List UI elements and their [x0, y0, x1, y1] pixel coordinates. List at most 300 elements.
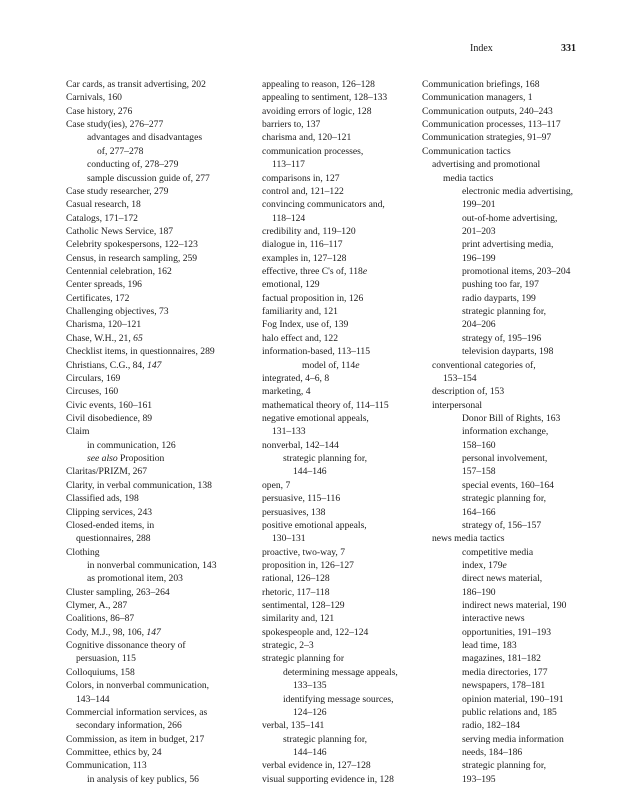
- index-entry: [422, 345, 573, 358]
- index-entry: [66, 519, 217, 532]
- index-entry-text: spokespeople and, 122–124: [262, 626, 369, 638]
- index-entry-text: strategic planning for,: [462, 493, 547, 505]
- index-entry-text: Civic events, 160–161: [66, 399, 153, 411]
- index-entry-text: Proposition: [117, 453, 165, 465]
- index-entry-text: comparisons in, 127: [262, 172, 340, 184]
- index-entry-text: competitive media: [462, 546, 534, 558]
- index-entry: [66, 158, 217, 171]
- index-entry-text: strategic planning for,: [462, 760, 547, 772]
- index-entry: [422, 519, 573, 532]
- index-entry-text: information-based, 113–115: [262, 346, 370, 358]
- index-entry: [66, 292, 217, 305]
- index-entry-text: 133–135: [293, 680, 327, 692]
- index-entry-text: Communication, 113: [66, 760, 147, 772]
- index-entry-text: interpersonal: [432, 399, 483, 411]
- index-entry-text: interactive news: [462, 613, 525, 625]
- index-entry: [262, 318, 398, 331]
- index-entry: [66, 546, 217, 559]
- index-entry-text: Catholic News Service, 187: [66, 225, 174, 237]
- index-entry: [262, 412, 398, 425]
- index-entry: [262, 572, 398, 585]
- index-entry: [66, 318, 217, 331]
- index-entry: [422, 131, 573, 144]
- index-entry: [66, 332, 217, 345]
- index-entry-text: verbal evidence in, 127–128: [262, 760, 371, 772]
- index-entry-text: persuasion, 115: [76, 653, 136, 665]
- index-entry: [422, 91, 573, 104]
- index-entry: [262, 131, 398, 144]
- index-entry: [262, 532, 398, 545]
- index-entry-text: Case history, 276: [66, 105, 133, 117]
- index-entry-text: Claim: [66, 426, 90, 438]
- index-entry-text: proactive, two-way, 7: [262, 546, 346, 558]
- index-entry: [422, 679, 573, 692]
- index-entry: [422, 439, 573, 452]
- index-entry-text: advertising and promotional: [432, 159, 541, 171]
- index-entry-text: news media tactics: [432, 533, 505, 545]
- index-entry: [262, 238, 398, 251]
- index-entry: [262, 586, 398, 599]
- index-entry: [66, 385, 217, 398]
- index-entry-text: Clothing: [66, 546, 100, 558]
- index-entry-text: Coalitions, 86–87: [66, 613, 135, 625]
- index-entry: [422, 532, 573, 545]
- index-entry-italic: e: [502, 559, 507, 571]
- index-entry: [262, 652, 398, 665]
- index-entry-text: newspapers, 178–181: [462, 680, 546, 692]
- page-number: 331: [561, 43, 576, 54]
- index-entry: [422, 172, 573, 185]
- index-entry: [66, 212, 217, 225]
- index-entry: [66, 773, 217, 786]
- index-entry: [262, 305, 398, 318]
- index-entry: [66, 479, 217, 492]
- index-entry-text: 157–158: [462, 466, 496, 478]
- index-entry: [66, 172, 217, 185]
- index-entry-text: Communication processes, 113–117: [422, 119, 561, 131]
- index-entry-text: sample discussion guide of, 277: [87, 172, 210, 184]
- index-entry: [66, 252, 217, 265]
- index-entry-text: Census, in research sampling, 259: [66, 252, 198, 264]
- index-entry-text: 143–144: [76, 693, 110, 705]
- index-entry-italic: see also: [87, 453, 118, 465]
- index-entry: [262, 225, 398, 238]
- index-entry: [66, 492, 217, 505]
- index-entry: [66, 91, 217, 104]
- index-entry: [422, 278, 573, 291]
- index-entry-text: promotional items, 203–204: [462, 266, 571, 278]
- index-entry: [66, 719, 217, 732]
- index-entry-text: Civil disobedience, 89: [66, 412, 153, 424]
- index-entry: [262, 172, 398, 185]
- index-entry-text: Christians, C.G., 84,: [66, 359, 148, 371]
- index-entry-text: 130–131: [272, 533, 306, 545]
- index-entry-text: strategic planning for,: [283, 453, 368, 465]
- index-entry: [422, 318, 573, 331]
- index-entry-italic: 147: [146, 626, 161, 638]
- index-entry: [262, 626, 398, 639]
- index-entry-italic: e: [362, 266, 368, 278]
- index-entry: [422, 693, 573, 706]
- index-entry: [422, 399, 573, 412]
- index-entry: [422, 612, 573, 625]
- index-entry: [66, 439, 217, 452]
- index-entry: [262, 78, 398, 91]
- index-entry-text: Communication outputs, 240–243: [422, 105, 553, 117]
- index-entry-text: integrated, 4–6, 8: [262, 372, 330, 384]
- index-entry: [262, 666, 398, 679]
- index-entry-text: communication processes,: [262, 145, 364, 157]
- index-entry-text: electronic media advertising,: [462, 185, 574, 197]
- index-entry-text: Chase, W.H., 21,: [66, 332, 134, 344]
- index-column-1: [66, 78, 217, 786]
- index-entry: [262, 105, 398, 118]
- index-entry-text: Clarity, in verbal communication, 138: [66, 479, 212, 491]
- index-entry-text: Charisma, 120–121: [66, 319, 142, 331]
- index-entry: [66, 131, 217, 144]
- index-entry: [262, 519, 398, 532]
- index-entry: [422, 639, 573, 652]
- index-entry-text: Case study(ies), 276–277: [66, 119, 164, 131]
- index-entry: [66, 759, 217, 772]
- index-entry: [262, 693, 398, 706]
- index-entry: [422, 105, 573, 118]
- index-entry-text: sentimental, 128–129: [262, 600, 345, 612]
- index-entry: [422, 425, 573, 438]
- index-entry-text: Donor Bill of Rights, 163: [462, 412, 561, 424]
- index-entry-text: examples in, 127–128: [262, 252, 347, 264]
- index-entry: [422, 145, 573, 158]
- index-entry-text: 144–146: [293, 466, 327, 478]
- index-entry-text: 199–201: [462, 199, 496, 211]
- index-entry-text: Communication strategies, 91–97: [422, 132, 552, 144]
- index-entry: [422, 626, 573, 639]
- index-entry-text: effective, three C's of, 118: [262, 266, 363, 278]
- index-entry: [422, 465, 573, 478]
- index-entry-text: special events, 160–164: [462, 479, 554, 491]
- index-entry: [262, 91, 398, 104]
- index-entry-text: 153–154: [443, 372, 477, 384]
- index-entry-text: as promotional item, 203: [87, 573, 183, 585]
- index-entry: [422, 572, 573, 585]
- index-entry-text: Clipping services, 243: [66, 506, 153, 518]
- running-header-title: Index: [470, 43, 493, 54]
- index-entry: [422, 492, 573, 505]
- index-entry: [262, 198, 398, 211]
- index-entry-text: in communication, 126: [87, 439, 176, 451]
- index-entry: [422, 546, 573, 559]
- index-entry-text: factual proposition in, 126: [262, 292, 364, 304]
- index-entry: [262, 278, 398, 291]
- index-entry: [66, 278, 217, 291]
- index-entry-text: Commercial information services, as: [66, 706, 208, 718]
- index-entry-text: direct news material,: [462, 573, 543, 585]
- index-entry: [66, 612, 217, 625]
- index-entry-text: similarity and, 121: [262, 613, 335, 625]
- index-entry: [262, 385, 398, 398]
- index-entry: [66, 652, 217, 665]
- index-entry-text: strategic planning for: [262, 653, 345, 665]
- index-entry: [262, 118, 398, 131]
- index-entry-text: index, 179: [462, 559, 503, 571]
- index-entry-text: radio, 182–184: [462, 720, 521, 732]
- index-entry: [66, 693, 217, 706]
- index-entry: [422, 198, 573, 211]
- index-entry: [262, 399, 398, 412]
- index-column-2: [262, 78, 398, 786]
- index-entry: [66, 185, 217, 198]
- index-entry: [262, 345, 398, 358]
- index-entry: [66, 145, 217, 158]
- index-entry: [66, 198, 217, 211]
- index-entry: [422, 158, 573, 171]
- index-entry: [422, 385, 573, 398]
- index-entry: [262, 252, 398, 265]
- index-entry: [422, 706, 573, 719]
- index-entry-text: magazines, 181–182: [462, 653, 541, 665]
- index-entry: [66, 372, 217, 385]
- index-entry: [262, 479, 398, 492]
- index-entry: [422, 773, 573, 786]
- index-column-3: [422, 78, 573, 786]
- index-entry-text: 118–124: [272, 212, 306, 224]
- index-entry-text: persuasives, 138: [262, 506, 326, 518]
- index-entry-text: emotional, 129: [262, 279, 320, 291]
- index-entry-text: advantages and disadvantages: [87, 132, 203, 144]
- index-entry: [262, 506, 398, 519]
- index-entry: [66, 118, 217, 131]
- index-entry: [66, 105, 217, 118]
- index-entry: [262, 639, 398, 652]
- index-entry-text: of, 277–278: [97, 145, 144, 157]
- index-entry-text: television dayparts, 198: [462, 346, 554, 358]
- index-entry-text: public relations and, 185: [462, 706, 557, 718]
- index-entry: [262, 185, 398, 198]
- index-entry-text: Committee, ethics by, 24: [66, 746, 162, 758]
- index-entry: [422, 238, 573, 251]
- index-entry-text: Celebrity spokespersons, 122–123: [66, 239, 198, 251]
- index-entry-text: 186–190: [462, 586, 496, 598]
- index-entry-text: barriers to, 137: [262, 119, 321, 131]
- index-entry-text: positive emotional appeals,: [262, 519, 367, 531]
- index-entry: [66, 746, 217, 759]
- index-entry: [262, 759, 398, 772]
- index-entry: [422, 586, 573, 599]
- index-entry-text: 204–206: [462, 319, 496, 331]
- index-entry-text: in nonverbal communication, 143: [87, 559, 217, 571]
- index-entry-text: determining message appeals,: [283, 666, 398, 678]
- index-entry-italic: 147: [147, 359, 162, 371]
- index-entry-text: personal involvement,: [462, 453, 548, 465]
- index-entry-text: serving media information: [462, 733, 564, 745]
- index-entry-text: 131–133: [272, 426, 306, 438]
- index-entry: [262, 212, 398, 225]
- index-entry-text: information exchange,: [462, 426, 549, 438]
- index-entry-text: verbal, 135–141: [262, 720, 325, 732]
- index-entry-text: appealing to reason, 126–128: [262, 79, 375, 90]
- index-entry-text: Circulars, 169: [66, 372, 121, 384]
- index-entry-text: avoiding errors of logic, 128: [262, 105, 372, 117]
- index-entry-text: 144–146: [293, 746, 327, 758]
- index-entry-text: Communication tactics: [422, 145, 511, 157]
- index-entry: [262, 706, 398, 719]
- running-header: [0, 43, 643, 57]
- index-entry: [422, 252, 573, 265]
- index-entry-text: model of, 114: [302, 359, 356, 371]
- index-entry: [262, 546, 398, 559]
- index-entry-text: Checklist items, in questionnaires, 289: [66, 346, 215, 358]
- index-entry: [66, 599, 217, 612]
- index-entry-text: Catalogs, 171–172: [66, 212, 138, 224]
- index-entry: [66, 666, 217, 679]
- index-entry: [422, 292, 573, 305]
- index-entry: [262, 679, 398, 692]
- index-entry-text: appealing to sentiment, 128–133: [262, 92, 388, 104]
- index-entry: [66, 412, 217, 425]
- index-entry-text: lead time, 183: [462, 640, 517, 652]
- index-entry: [66, 452, 217, 465]
- index-entry-text: open, 7: [262, 479, 291, 491]
- index-entry: [262, 465, 398, 478]
- index-entry-italic: 65: [133, 332, 143, 344]
- index-entry-text: opportunities, 191–193: [462, 626, 552, 638]
- index-entry: [262, 425, 398, 438]
- index-entry: [422, 305, 573, 318]
- index-entry: [262, 292, 398, 305]
- index-entry-text: 196–199: [462, 252, 496, 264]
- index-entry: [66, 265, 217, 278]
- index-entry-text: Certificates, 172: [66, 292, 130, 304]
- index-entry: [262, 145, 398, 158]
- index-entry-text: nonverbal, 142–144: [262, 439, 339, 451]
- index-entry-text: Center spreads, 196: [66, 279, 142, 291]
- index-entry-text: Classified ads, 198: [66, 493, 139, 505]
- index-entry-text: control and, 121–122: [262, 185, 344, 197]
- index-entry: [422, 212, 573, 225]
- index-entry: [262, 599, 398, 612]
- index-entry-text: Case study researcher, 279: [66, 185, 169, 197]
- index-entry: [422, 332, 573, 345]
- index-entry-text: 193–195: [462, 773, 496, 785]
- index-entry: [262, 559, 398, 572]
- index-entry-text: Challenging objectives, 73: [66, 306, 169, 318]
- index-entry-text: out-of-home advertising,: [462, 212, 558, 224]
- index-entry: [66, 78, 217, 91]
- index-entry: [66, 532, 217, 545]
- index-entry-text: dialogue in, 116–117: [262, 239, 343, 251]
- index-entry-text: Commission, as item in budget, 217: [66, 733, 205, 745]
- index-entry-italic: e: [355, 359, 360, 371]
- index-entry-text: opinion material, 190–191: [462, 693, 564, 705]
- index-entry: [422, 372, 573, 385]
- index-entry: [422, 746, 573, 759]
- index-entry: [66, 506, 217, 519]
- index-entry-text: radio dayparts, 199: [462, 292, 536, 304]
- index-entry: [262, 612, 398, 625]
- index-entry-text: Cody, M.J., 98, 106,: [66, 626, 147, 638]
- index-entry-text: Car cards, as transit advertising, 202: [66, 79, 206, 90]
- index-entry: [422, 265, 573, 278]
- index-entry: [66, 572, 217, 585]
- index-entry: [262, 746, 398, 759]
- index-entry-text: questionnaires, 288: [76, 533, 151, 545]
- index-entry-text: credibility and, 119–120: [262, 225, 356, 237]
- index-entry: [66, 706, 217, 719]
- index-entry-text: Cognitive dissonance theory of: [66, 640, 186, 652]
- index-entry-text: description of, 153: [432, 386, 505, 398]
- index-entry-text: strategy of, 195–196: [462, 332, 542, 344]
- index-entry-text: 124–126: [293, 706, 327, 718]
- index-entry-text: indirect news material, 190: [462, 600, 567, 612]
- index-entry-text: rhetoric, 117–118: [262, 586, 330, 598]
- index-entry: [262, 332, 398, 345]
- index-entry: [66, 559, 217, 572]
- index-entry: [422, 733, 573, 746]
- index-entry-text: Colors, in nonverbal communication,: [66, 680, 210, 692]
- index-entry: [422, 759, 573, 772]
- index-entry: [422, 225, 573, 238]
- index-entry: [66, 425, 217, 438]
- index-entry-text: Carnivals, 160: [66, 92, 122, 104]
- index-entry: [66, 359, 217, 372]
- index-entry: [66, 733, 217, 746]
- index-entry: [262, 452, 398, 465]
- index-entry: [262, 773, 398, 786]
- index-entry-text: Centennial celebration, 162: [66, 266, 172, 278]
- index-entry-text: Circuses, 160: [66, 386, 119, 398]
- index-entry-text: Cluster sampling, 263–264: [66, 586, 170, 598]
- index-entry-text: Claritas/PRIZM, 267: [66, 466, 148, 478]
- index-entry-text: secondary information, 266: [76, 720, 182, 732]
- index-entry: [66, 305, 217, 318]
- index-entry: [422, 652, 573, 665]
- index-entry: [66, 626, 217, 639]
- index-entry: [66, 586, 217, 599]
- index-entry: [422, 78, 573, 91]
- index-entry: [422, 185, 573, 198]
- index-entry: [422, 506, 573, 519]
- index-entry: [422, 719, 573, 732]
- index-entry: [262, 359, 398, 372]
- index-entry-text: identifying message sources,: [283, 693, 394, 705]
- index-entry-text: Closed-ended items, in: [66, 519, 155, 531]
- index-entry: [422, 479, 573, 492]
- index-entry-text: needs, 184–186: [462, 746, 523, 758]
- index-entry-text: conducting of, 278–279: [87, 159, 179, 171]
- index-entry-text: print advertising media,: [462, 239, 554, 251]
- index-entry-text: strategic, 2–3: [262, 640, 314, 652]
- index-entry-text: media tactics: [443, 172, 494, 184]
- index-entry-text: strategic planning for,: [283, 733, 368, 745]
- index-entry-text: Communication managers, 1: [422, 92, 533, 104]
- index-entry-text: Colloquiums, 158: [66, 666, 135, 678]
- index-entry-text: 164–166: [462, 506, 496, 518]
- index-entry-text: Casual research, 18: [66, 199, 141, 211]
- index-entry: [422, 452, 573, 465]
- index-entry: [422, 118, 573, 131]
- index-entry-text: rational, 126–128: [262, 573, 330, 585]
- index-entry: [66, 465, 217, 478]
- index-entry: [262, 719, 398, 732]
- index-entry: [66, 345, 217, 358]
- index-entry: [66, 399, 217, 412]
- index-entry-text: visual supporting evidence in, 128: [262, 773, 394, 785]
- index-entry-text: proposition in, 126–127: [262, 559, 354, 571]
- index-entry: [262, 372, 398, 385]
- index-entry-text: 113–117: [272, 159, 305, 171]
- index-entry: [262, 733, 398, 746]
- index-entry-text: marketing, 4: [262, 386, 311, 398]
